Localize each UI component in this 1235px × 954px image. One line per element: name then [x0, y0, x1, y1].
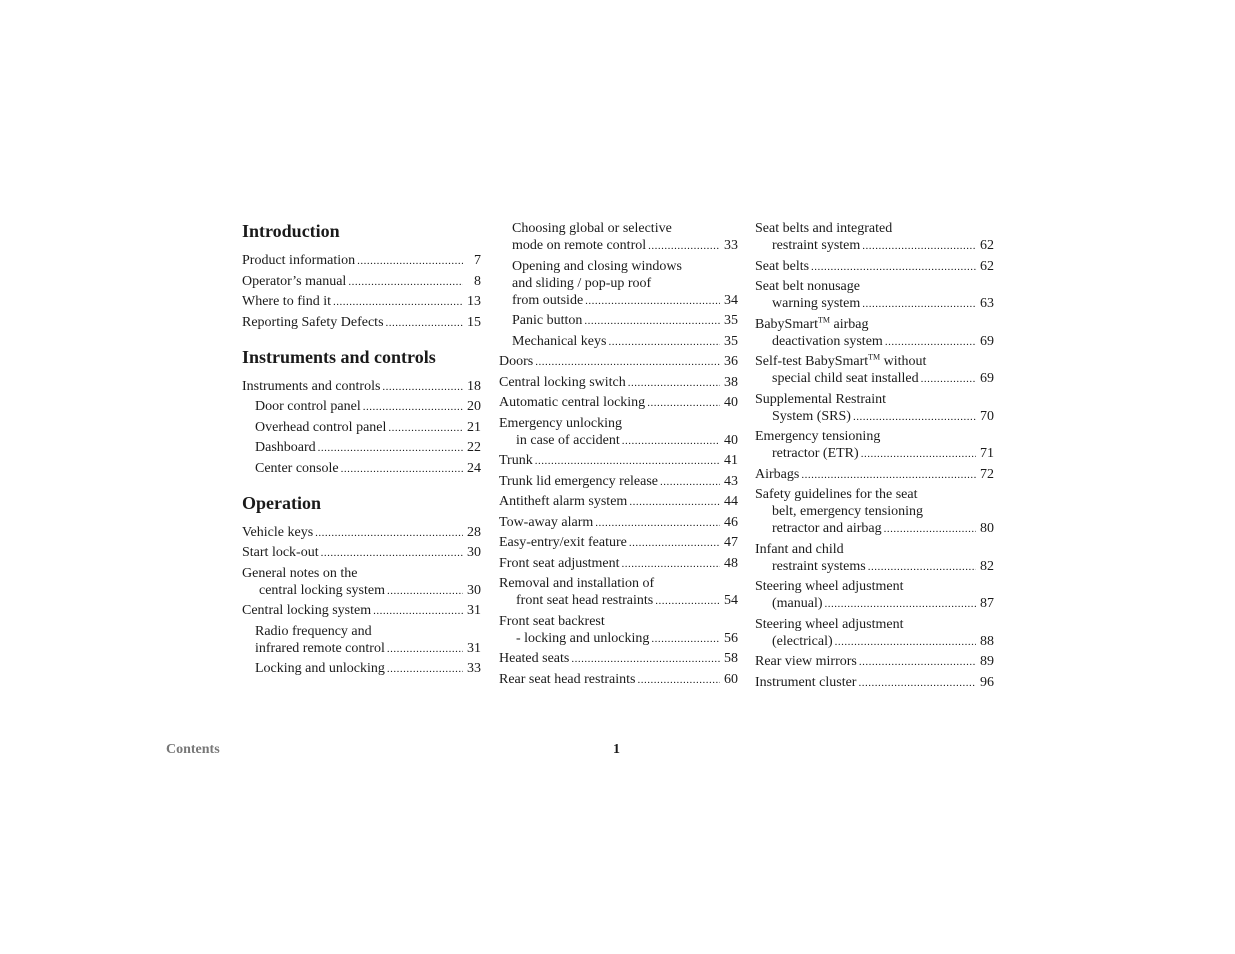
toc-entry-title: Automatic central locking [499, 395, 646, 410]
toc-entry[interactable] [755, 428, 994, 463]
toc-entry[interactable] [755, 278, 994, 313]
toc-entry[interactable] [499, 258, 738, 310]
toc-entry-title: retractor and airbag [772, 521, 882, 536]
toc-entry[interactable] [755, 466, 994, 484]
toc-entry-title-line: Steering wheel adjustment [755, 579, 904, 594]
toc-entry-page: 54 [724, 593, 738, 608]
toc-entry-title: Panic button [512, 313, 583, 328]
toc-entry-title-part: BabySmart [755, 316, 818, 332]
dot-leader [861, 445, 976, 463]
toc-entry-page: 22 [467, 440, 481, 455]
toc-entry-page: 63 [980, 296, 994, 311]
toc-entry[interactable] [242, 460, 481, 478]
toc-entry[interactable] [242, 439, 481, 457]
toc-entry-page: 96 [980, 674, 994, 690]
toc-entry[interactable] [755, 653, 994, 671]
toc-entry-title: Rear view mirrors [755, 654, 857, 669]
dot-leader [333, 293, 463, 311]
dot-leader [386, 314, 463, 332]
toc-entry[interactable] [755, 616, 994, 651]
toc-entry-title-part: without [880, 354, 927, 369]
dot-leader [535, 353, 720, 371]
toc-entry[interactable] [499, 415, 738, 450]
dot-leader [825, 595, 976, 613]
toc-entry-title-line: Choosing global or selective [512, 221, 672, 236]
toc-entry-title-part: airbag [830, 316, 869, 332]
toc-list-operation [242, 524, 481, 679]
toc-entry-page: 31 [467, 640, 481, 656]
dot-leader [637, 671, 720, 689]
toc-entry[interactable] [499, 312, 738, 330]
toc-entry-title-line: Opening and closing windows [512, 258, 682, 274]
toc-entry-title: Tow-away alarm [499, 514, 594, 530]
toc-entry-title-line: Seat belt nonusage [755, 279, 860, 294]
dot-leader [660, 473, 720, 491]
dot-leader [629, 534, 720, 552]
toc-entry-title-line: Emergency unlocking [499, 415, 622, 431]
toc-entry-page: 58 [724, 651, 738, 666]
toc-entry-title: Reporting Safety Defects [242, 314, 384, 330]
toc-entry-title: Central locking system [242, 603, 372, 618]
toc-entry-title: Operator’s manual [242, 273, 347, 289]
toc-entry-page: 35 [724, 333, 738, 349]
toc-entry-title: Rear seat head restraints [499, 671, 636, 687]
toc-entry-page: 71 [980, 446, 994, 461]
dot-leader [584, 312, 720, 330]
toc-entry-title: Dashboard [255, 440, 316, 455]
toc-entry-page: 36 [724, 354, 738, 369]
toc-entry-title-line: and sliding / pop-up roof [512, 275, 652, 291]
toc-entry-page: 43 [724, 473, 738, 489]
toc-entry-title: Start lock-out [242, 545, 319, 560]
toc-entry-title-line: Front seat backrest [499, 613, 605, 629]
toc-entry-page: 69 [980, 333, 994, 349]
dot-leader [835, 633, 976, 651]
toc-entry-page: 31 [467, 603, 481, 618]
toc-entry-page: 21 [467, 419, 481, 435]
dot-leader [862, 237, 976, 255]
toc-entry-title: from outside [512, 292, 584, 308]
toc-entry[interactable] [755, 391, 994, 426]
toc-entry-title: Vehicle keys [242, 524, 314, 540]
toc-entry[interactable] [242, 419, 481, 437]
dot-leader [622, 432, 720, 450]
toc-entry-page: 60 [724, 671, 738, 687]
toc-entry-title-line: Supplemental Restraint [755, 391, 887, 407]
toc-entry-title: Doors [499, 354, 534, 369]
toc-entry[interactable] [755, 486, 994, 538]
toc-entry-page: 62 [980, 258, 994, 274]
toc-entry-title: warning system [772, 296, 861, 311]
toc-entry-page: 28 [467, 524, 481, 540]
toc-entry-title-line [755, 316, 994, 333]
toc-entry-title: mode on remote control [512, 238, 647, 253]
toc-entry-page: 88 [980, 633, 994, 649]
toc-entry-page: 70 [980, 408, 994, 424]
toc-entry-title: central locking system [259, 582, 385, 598]
toc-entry-title-line: Radio frequency and [255, 623, 372, 639]
toc-entry[interactable] [499, 555, 738, 573]
toc-entry[interactable] [499, 650, 738, 668]
dot-leader [811, 258, 976, 276]
toc-entry[interactable] [242, 314, 481, 332]
dot-leader [585, 292, 720, 310]
dot-leader [348, 273, 463, 291]
toc-entry-page: 33 [724, 238, 738, 253]
dot-leader [862, 295, 976, 313]
toc-entry[interactable] [242, 623, 481, 658]
dot-leader [858, 674, 976, 692]
toc-entry-title-line: belt, emergency tensioning [772, 504, 923, 519]
toc-entry-page: 41 [724, 453, 738, 468]
toc-entry[interactable] [755, 353, 994, 388]
toc-entry-title: (manual) [772, 596, 823, 611]
toc-entry[interactable] [242, 660, 481, 678]
dot-leader [387, 660, 463, 678]
toc-entry-page: 34 [724, 292, 738, 308]
toc-entry-title: Locking and unlocking [255, 661, 385, 676]
toc-entry-page: 56 [724, 630, 738, 646]
toc-entry-title-line: Steering wheel adjustment [755, 616, 904, 632]
dot-leader [859, 653, 976, 671]
toc-entry-page: 40 [724, 395, 738, 410]
toc-entry-title: Central locking switch [499, 374, 626, 390]
toc-entry-title: (electrical) [772, 633, 833, 649]
toc-entry-page: 18 [467, 378, 481, 394]
toc-entry-title-line: Removal and installation of [499, 576, 655, 591]
toc-entry-title-line: Infant and child [755, 541, 844, 557]
toc-entry-title: Where to find it [242, 294, 332, 309]
toc-entry-page: 40 [724, 432, 738, 448]
toc-entry-title: System (SRS) [772, 408, 851, 424]
toc-entry[interactable] [755, 578, 994, 613]
dot-leader [387, 582, 463, 600]
toc-entry[interactable] [755, 316, 994, 351]
toc-entry-title: Instrument cluster [755, 674, 857, 690]
toc-entry-page: 38 [724, 374, 738, 390]
dot-leader [647, 394, 720, 412]
toc-entry-title: in case of accident [516, 432, 620, 448]
toc-entry[interactable] [242, 252, 481, 270]
toc-entry-title-line: General notes on the [242, 565, 358, 581]
toc-entry-page: 82 [980, 558, 994, 574]
toc-entry-page: 7 [474, 253, 481, 268]
toc-entry-title: Front seat adjustment [499, 555, 620, 571]
toc-entry-title: Product information [242, 253, 356, 268]
toc-entry-page: 72 [980, 466, 994, 482]
toc-entry-title: infrared remote control [255, 640, 385, 656]
toc-entry-title: special child seat installed [772, 371, 919, 386]
toc-entry-page: 69 [980, 371, 994, 386]
toc-entry[interactable] [499, 534, 738, 552]
toc-entry-title: Door control panel [255, 399, 361, 414]
dot-leader [388, 419, 463, 437]
toc-entry[interactable] [499, 493, 738, 511]
toc-entry-page: 30 [467, 582, 481, 598]
toc-entry-page: 44 [724, 494, 738, 509]
toc-entry[interactable] [242, 293, 481, 311]
toc-entry[interactable] [242, 602, 481, 620]
toc-entry-page: 24 [467, 460, 481, 476]
toc-entry-page: 13 [467, 294, 481, 309]
dot-leader [622, 555, 720, 573]
toc-entry[interactable] [242, 565, 481, 600]
dot-leader [608, 333, 720, 351]
toc-entry[interactable] [499, 374, 738, 392]
dot-leader [357, 252, 463, 270]
toc-entry-title: restraint system [772, 238, 861, 253]
toc-entry-title: Center console [255, 460, 339, 476]
dot-leader [315, 524, 463, 542]
toc-entry-title: Heated seats [499, 651, 570, 666]
toc-entry-title: Trunk lid emergency release [499, 473, 659, 489]
dot-leader [801, 466, 976, 484]
toc-entry[interactable] [499, 473, 738, 491]
toc-entry-title: front seat head restraints [516, 593, 654, 608]
footer-section-label: Contents [166, 742, 220, 757]
toc-entry-title: restraint systems [772, 558, 866, 574]
section-heading-introduction: Introduction [242, 221, 340, 241]
trademark-superscript: TM [818, 314, 830, 324]
toc-entry[interactable] [499, 452, 738, 470]
dot-leader [648, 237, 720, 255]
dot-leader [655, 592, 720, 610]
toc-entry-title-line: Emergency tensioning [755, 429, 881, 444]
toc-entry-page: 89 [980, 654, 994, 669]
toc-entry[interactable] [755, 674, 994, 692]
toc-entry-page: 15 [467, 314, 481, 330]
toc-entry-title: Mechanical keys [512, 333, 607, 349]
toc-entry[interactable] [755, 541, 994, 576]
toc-entry-title: Airbags [755, 466, 800, 482]
section-heading-instruments: Instruments and controls [242, 346, 436, 367]
toc-column-3 [755, 220, 994, 694]
toc-entry-page: 33 [467, 661, 481, 676]
toc-entry-title: Overhead control panel [255, 419, 387, 435]
toc-entry-title: Instruments and controls [242, 378, 381, 394]
toc-entry-title: Easy-entry/exit feature [499, 535, 627, 550]
toc-entry-title: Antitheft alarm system [499, 494, 628, 509]
toc-column-1 [242, 220, 481, 681]
toc-entry[interactable] [499, 613, 738, 648]
dot-leader [318, 439, 463, 457]
toc-entry[interactable] [755, 220, 994, 255]
dot-leader [885, 333, 976, 351]
dot-leader [884, 520, 976, 538]
dot-leader [535, 452, 720, 470]
toc-entry-title-line: Seat belts and integrated [755, 221, 893, 236]
toc-entry[interactable] [242, 524, 481, 542]
dot-leader [629, 493, 720, 511]
dot-leader [595, 514, 720, 532]
toc-entry-title: deactivation system [772, 333, 883, 349]
toc-column-2 [499, 220, 738, 691]
dot-leader [341, 460, 463, 478]
toc-entry[interactable] [242, 273, 481, 291]
toc-entry-page: 47 [724, 535, 738, 550]
dot-leader [387, 640, 463, 658]
dot-leader [571, 650, 720, 668]
section-heading-operation: Operation [242, 492, 321, 513]
footer-page-number: 1 [613, 742, 620, 757]
toc-entry[interactable] [242, 378, 481, 396]
dot-leader [321, 544, 463, 562]
toc-entry-page: 35 [724, 313, 738, 328]
toc-entry-page: 30 [467, 545, 481, 560]
dot-leader [651, 630, 720, 648]
toc-entry[interactable] [499, 333, 738, 351]
toc-entry-title-line: Safety guidelines for the seat [755, 487, 918, 502]
toc-entry-title: - locking and unlocking [516, 630, 650, 646]
toc-entry[interactable] [242, 544, 481, 562]
dot-leader [382, 378, 463, 396]
toc-entry-page: 8 [474, 273, 481, 289]
toc-entry[interactable] [499, 575, 738, 610]
dot-leader [868, 558, 976, 576]
dot-leader [373, 602, 463, 620]
toc-list-introduction [242, 252, 481, 332]
toc-entry[interactable] [499, 394, 738, 412]
toc-entry-title-line [755, 353, 994, 370]
toc-entry-page: 87 [980, 596, 994, 611]
toc-entry[interactable] [499, 353, 738, 371]
toc-entry-page: 48 [724, 555, 738, 571]
toc-entry-title: Trunk [499, 453, 533, 468]
toc-entry-title: retractor (ETR) [772, 446, 859, 461]
dot-leader [628, 374, 720, 392]
toc-entry[interactable] [499, 514, 738, 532]
toc-entry-title: Seat belts [755, 258, 810, 274]
dot-leader [921, 370, 976, 388]
toc-entry-page: 62 [980, 238, 994, 253]
dot-leader [853, 408, 976, 426]
dot-leader [363, 398, 463, 416]
toc-entry[interactable] [755, 258, 994, 276]
trademark-superscript: TM [868, 352, 881, 362]
toc-entry[interactable] [499, 220, 738, 255]
toc-entry-page: 46 [724, 514, 738, 530]
toc-entry-title-part: Self-test BabySmart [755, 354, 869, 369]
toc-entry[interactable] [242, 398, 481, 416]
toc-entry[interactable] [499, 671, 738, 689]
toc-list-instruments [242, 378, 481, 478]
toc-entry-page: 20 [467, 399, 481, 414]
toc-entry-page: 80 [980, 521, 994, 536]
